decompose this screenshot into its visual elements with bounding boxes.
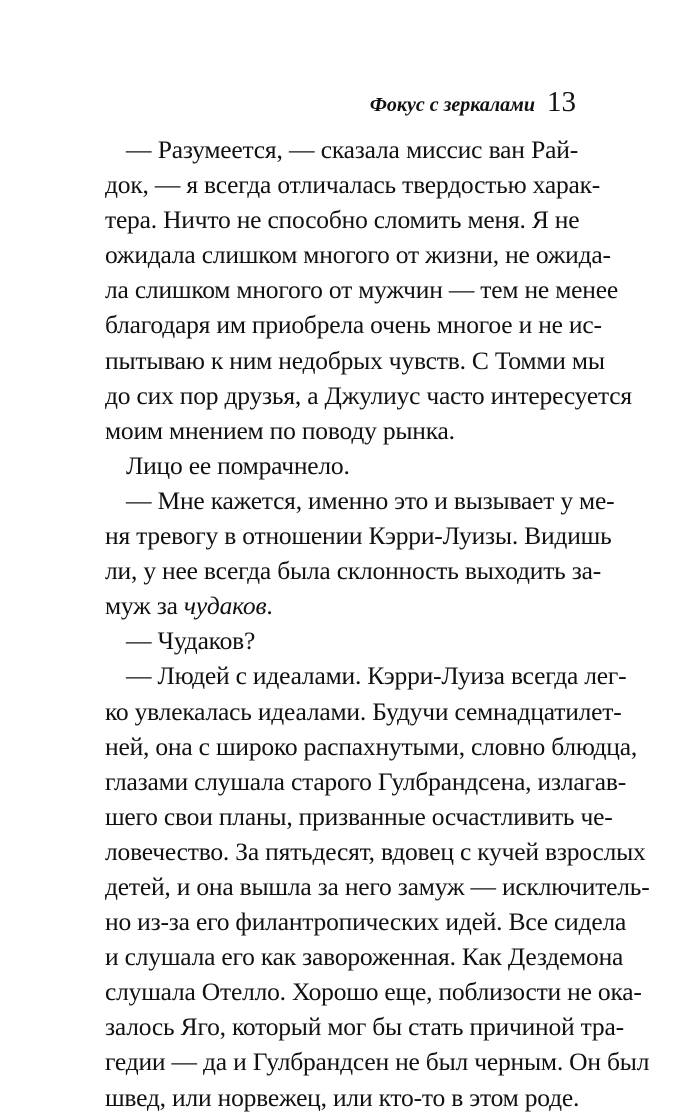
text-line: ожидала слишком многого от жизни, не ожида-	[105, 240, 611, 270]
text-line: Лицо ее помрачнело.	[126, 450, 350, 480]
text-run: .	[266, 591, 273, 621]
text-run: муж за	[105, 591, 184, 621]
text-line: док, — я всегда отличалась твердостью харак-	[105, 170, 601, 200]
text-line: и слушала его как завороженная. Как Дездемона	[105, 942, 624, 972]
text-line: залось Яго, который мог бы стать причиной тра-	[105, 1012, 624, 1042]
text-line: шего свои планы, призванные осчастливить че-	[105, 801, 613, 831]
page-number: 13	[547, 86, 576, 118]
text-line: ней, она с широко распахнутыми, словно блюдца,	[105, 731, 637, 761]
text-line: детей, и она вышла за него замуж — исключитель-	[105, 871, 650, 901]
text-line: ли, у нее всегда была склонность выходить за-	[105, 556, 602, 586]
text-line: — Чудаков?	[126, 626, 256, 656]
text-line: ко увлекалась идеалами. Будучи семнадцатилет-	[105, 696, 622, 726]
text-line: — Разумеется, — сказала миссис ван Рай-	[126, 135, 578, 164]
body-text	[105, 132, 650, 1115]
text-line: тера. Ничто не способно сломить меня. Я не	[105, 205, 580, 235]
text-line: гедии — да и Гулбрандсен не был черным. Он был	[105, 1047, 650, 1077]
text-line: пытываю к ним недобрых чувств. С Томми мы	[105, 345, 605, 375]
page-header	[370, 86, 576, 119]
text-line: — Мне кажется, именно это и вызывает у ме-	[126, 485, 615, 515]
text-line: но из-за его филантропических идей. Все сидела	[105, 907, 627, 937]
running-title: Фокус с зеркалами	[369, 94, 535, 116]
text-line: благодаря им приобрела очень многое и не ис-	[105, 310, 602, 340]
text-line: — Людей с идеалами. Кэрри-Луиза всегда лег-	[126, 661, 627, 691]
italic-word: чудаков	[183, 591, 267, 621]
text-line: слушала Отелло. Хорошо еще, поблизости не ока-	[105, 977, 642, 1007]
text-line: до сих пор друзья, а Джулиус часто интересуется	[105, 380, 632, 410]
text-line: ня тревогу в отношении Кэрри-Луизы. Видишь	[105, 521, 612, 551]
text-line: глазами слушала старого Гулбрандсена, излагав-	[105, 766, 627, 796]
text-line: моим мнением по поводу рынка.	[105, 415, 455, 445]
text-line: ловечество. За пятьдесят, вдовец с кучей взрослых	[105, 836, 646, 866]
text-line: швед, или норвежец, или кто-то в этом роде.	[105, 1082, 580, 1112]
text-line-mixed	[105, 588, 578, 623]
text-line: ла слишком многого от мужчин — тем не менее	[105, 275, 618, 305]
